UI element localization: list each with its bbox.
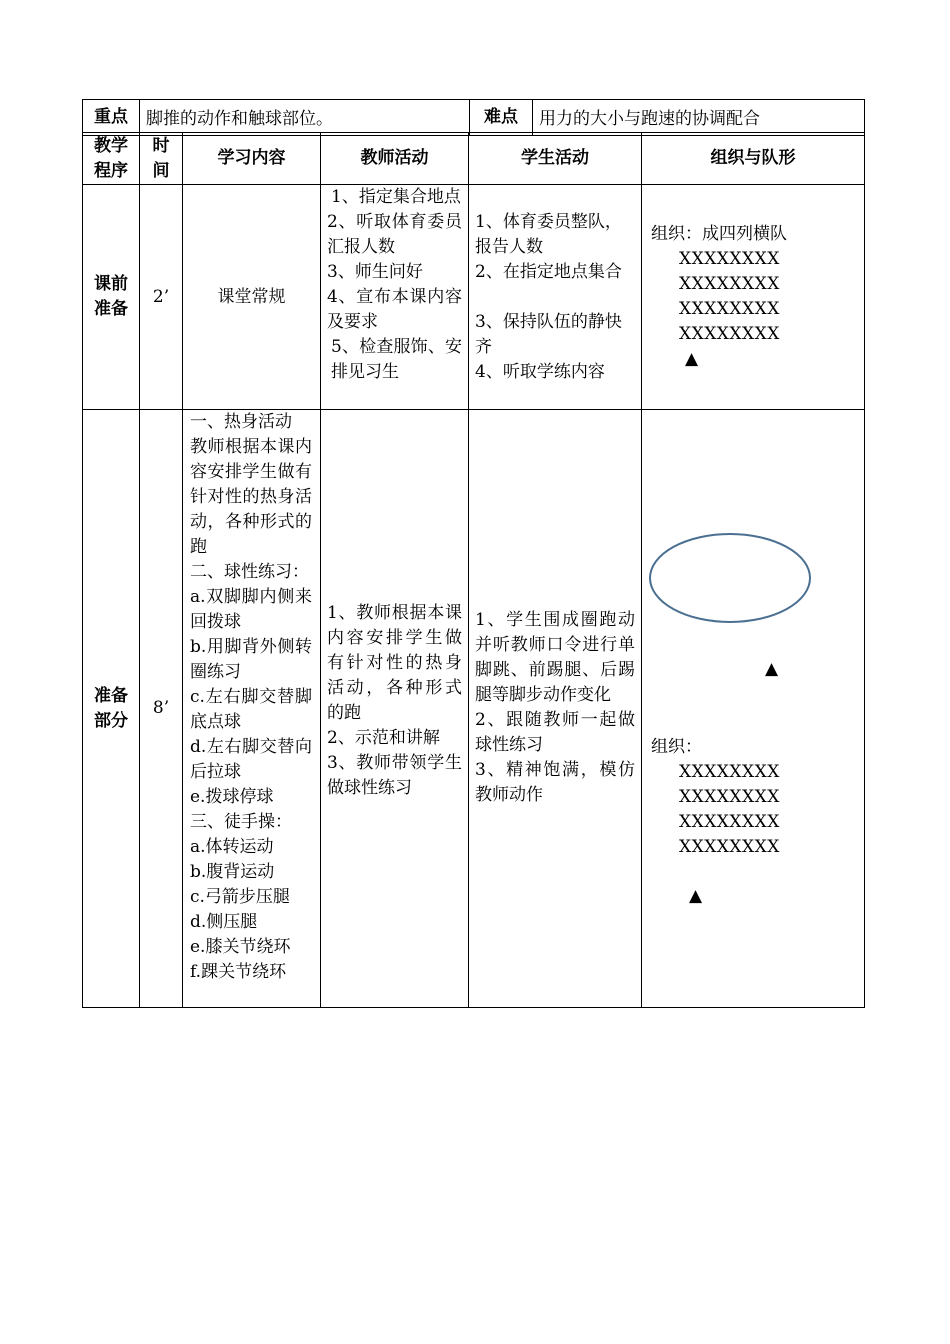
formation-line: XXXXXXXX (679, 812, 780, 832)
formation-line: XXXXXXXX (679, 299, 780, 319)
header-teacher: 教师活动 (321, 133, 469, 185)
ellipse-shape (650, 534, 810, 622)
header-time: 时 间 (140, 133, 183, 185)
formation-block-2 (651, 760, 864, 860)
teacher-marker-icon-2: ▲ (689, 886, 703, 906)
key-text: 脚推的动作和触球部位。 (140, 100, 470, 136)
header-student: 学生活动 (469, 133, 642, 185)
row1-content: 课堂常规 (183, 185, 321, 410)
formation-block (651, 247, 858, 347)
difficulty-text: 用力的大小与跑速的协调配合 (533, 100, 865, 136)
formation-line: XXXXXXXX (679, 837, 780, 857)
lesson-table (82, 132, 865, 1008)
org-label: 组织：成四列横队 (651, 224, 787, 244)
formation-line: XXXXXXXX (679, 787, 780, 807)
header-content: 学习内容 (183, 133, 321, 185)
header-organization: 组织与队形 (642, 133, 865, 185)
formation-line: XXXXXXXX (679, 324, 780, 344)
row2-program: 准备 部分 (83, 410, 140, 1008)
running-circle-ellipse (637, 530, 837, 650)
header-program: 教学 程序 (83, 133, 140, 185)
key-points-table (82, 99, 865, 136)
table-row (83, 185, 865, 410)
key-label: 重点 (83, 100, 140, 136)
header-row (83, 133, 865, 185)
row2-content: 一、热身活动 教师根据本课内容安排学生做有针对性的热身活动，各种形式的跑 二、球性练习： a.双脚脚内侧来回拨球 b.用脚背外侧转圈练习 c.左右脚交替脚底点球 d.左右脚交替向后拉球 e.拨球停球 三、徒手操： a.体转运动 b.腹背运动 c.弓箭步压腿 d.侧压腿 e.膝关节绕环 f.踝关节绕环 (183, 410, 321, 1008)
difficulty-label: 难点 (470, 100, 533, 136)
row2-organization (642, 410, 865, 1008)
row1-organization (642, 185, 865, 410)
table-row (83, 410, 865, 1008)
formation-line: XXXXXXXX (679, 762, 780, 782)
formation-line: XXXXXXXX (679, 249, 780, 269)
row1-program: 课前 准备 (83, 185, 140, 410)
row2-student: 1、学生围成圈跑动并听教师口令进行单脚跳、前踢腿、后踢腿等脚步动作变化 2、跟随教师一起做球性练习 3、精神饱满，模仿教师动作 (469, 410, 642, 1008)
row2-time: 8’ (140, 410, 183, 1008)
org-label-2: 组织： (651, 737, 702, 757)
teacher-marker-icon: ▲ (685, 349, 699, 369)
formation-line: XXXXXXXX (679, 274, 780, 294)
circle-diagram (651, 410, 864, 730)
row1-time: 2’ (140, 185, 183, 410)
circle-marker-icon: ▲ (765, 659, 779, 679)
row2-teacher: 1、教师根据本课内容安排学生做有针对性的热身活动，各种形式的跑 2、示范和讲解 3、教师带领学生做球性练习 (321, 410, 469, 1008)
row1-student: 1、体育委员整队，报告人数 2、在指定地点集合 3、保持队伍的静快齐 4、听取学练内容 (469, 185, 642, 410)
row1-teacher: 1、指定集合地点 2、听取体育委员汇报人数 3、师生问好 4、宣布本课内容及要求 5、检查服饰、安排见习生 (321, 185, 469, 410)
